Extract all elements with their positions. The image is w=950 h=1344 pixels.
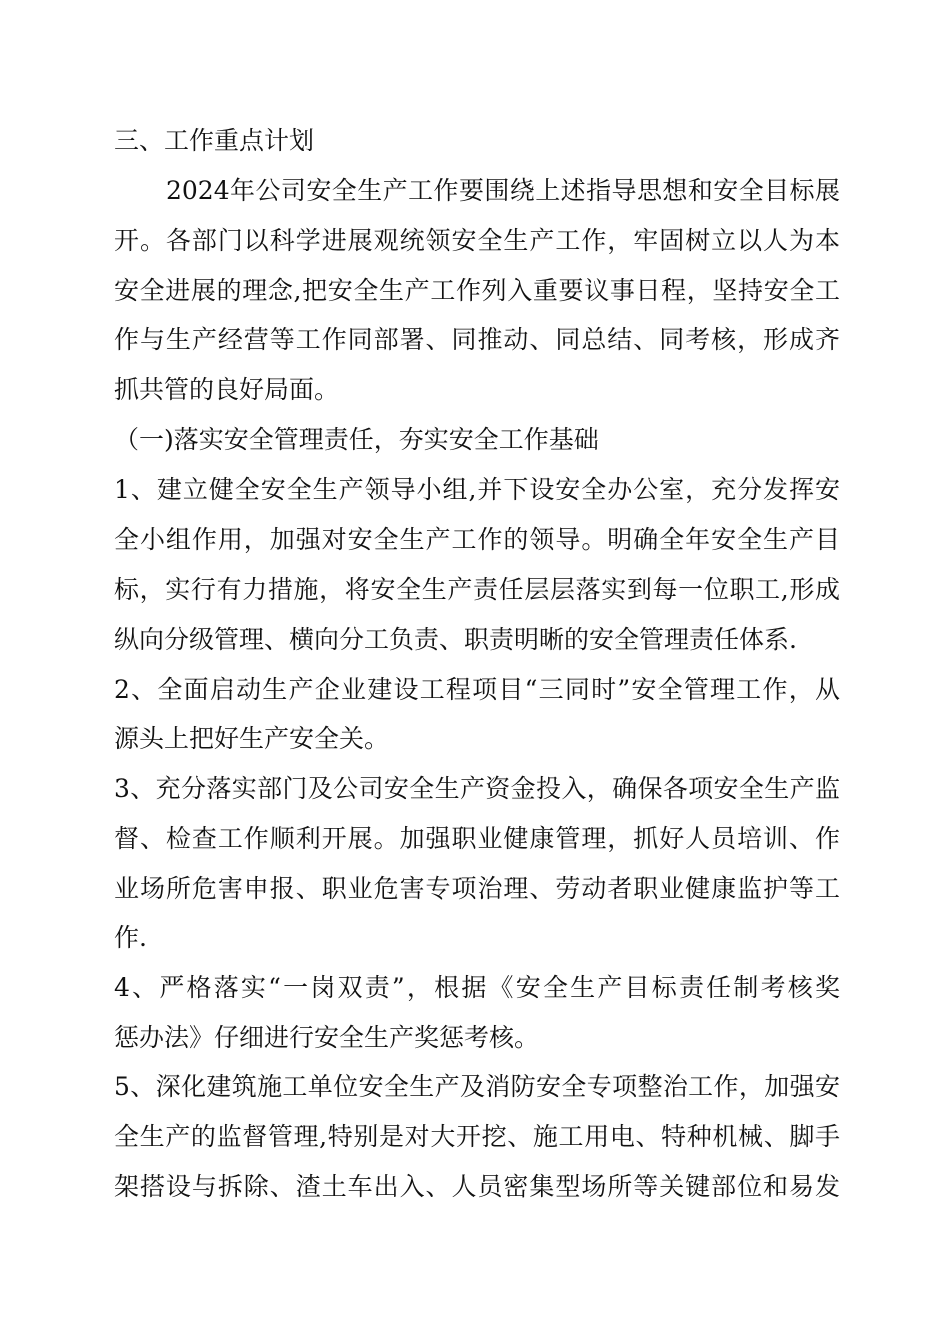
paragraph-line: 抓共管的良好局面。 bbox=[114, 375, 340, 404]
list-item-line: 标，实行有力措施，将安全生产责任层层落实到每一位职工,形成 bbox=[114, 575, 840, 604]
list-item-line: 2、全面启动生产企业建设工程项目“三同时”安全管理工作，从 bbox=[114, 675, 840, 704]
list-item-line: 全生产的监督管理,特别是对大开挖、施工用电、特种机械、脚手 bbox=[114, 1122, 840, 1151]
list-item-line: 纵向分级管理、横向分工负责、职责明晰的安全管理责任体系. bbox=[114, 625, 797, 654]
list-item-line: 5、深化建筑施工单位安全生产及消防安全专项整治工作，加强安 bbox=[114, 1072, 840, 1101]
list-item-line: 全小组作用，加强对安全生产工作的领导。明确全年安全生产目 bbox=[114, 525, 840, 554]
section-heading: 三、工作重点计划 bbox=[114, 126, 315, 155]
list-item-line: 4、严格落实“一岗双责”，根据《安全生产目标责任制考核奖 bbox=[114, 973, 840, 1002]
list-item-line: 督、检查工作顺利开展。加强职业健康管理，抓好人员培训、作 bbox=[114, 824, 840, 853]
paragraph-line: 作与生产经营等工作同部署、同推动、同总结、同考核，形成齐 bbox=[114, 325, 840, 354]
list-item-line: 业场所危害申报、职业危害专项治理、劳动者职业健康监护等工 bbox=[114, 874, 840, 903]
list-item-line: 1、建立健全安全生产领导小组,并下设安全办公室，充分发挥安 bbox=[114, 475, 840, 504]
list-item-line: 架搭设与拆除、渣土车出入、人员密集型场所等关键部位和易发 bbox=[114, 1172, 840, 1201]
list-item-line: 作. bbox=[114, 923, 147, 952]
paragraph-line: 开。各部门以科学进展观统领安全生产工作，牢固树立以人为本 bbox=[114, 226, 840, 255]
list-item-line: 3、充分落实部门及公司安全生产资金投入，确保各项安全生产监 bbox=[114, 774, 840, 803]
list-item-line: 惩办法》仔细进行安全生产奖惩考核。 bbox=[114, 1023, 540, 1052]
paragraph-line: 安全进展的理念,把安全生产工作列入重要议事日程，坚持安全工 bbox=[114, 276, 840, 305]
subsection-heading: （一)落实安全管理责任，夯实安全工作基础 bbox=[114, 425, 599, 454]
list-item-line: 源头上把好生产安全关。 bbox=[114, 724, 390, 753]
paragraph-line: 2024年公司安全生产工作要围绕上述指导思想和安全目标展 bbox=[166, 176, 840, 205]
